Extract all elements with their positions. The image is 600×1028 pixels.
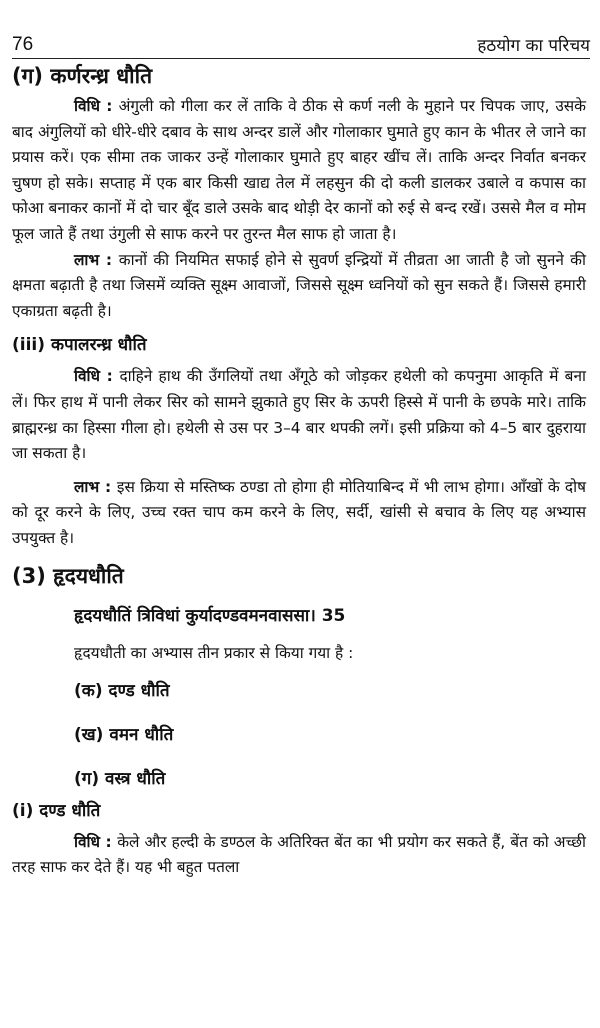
para-label: विधि : (74, 832, 118, 851)
para-label: विधि : (74, 367, 120, 386)
paragraph-vidhi-2 (12, 364, 586, 466)
page-body (12, 60, 586, 881)
section-heading-kapalarandhra: (iii) कपालरन्ध्र धौति (12, 335, 147, 356)
section-heading-karnarandhra: (ग) कर्णरन्ध्र धौति (12, 64, 153, 88)
list-item-vaman: (ख) वमन धौति (74, 724, 174, 745)
para-text: इस क्रिया से मस्तिष्क ठण्डा तो होगा ही मोतियाबिन्द में भी लाभ होगा। आँखों के दोष को दूर करने के लिए, उच्च रक्त चाप कम करने के लिए, सर्दी, खांसी से बचाव के लिए यह अभ्यास उपयुक्त है। (12, 477, 586, 547)
para-label: लाभ : (74, 250, 119, 269)
para-label: लाभ : (74, 477, 117, 496)
paragraph-vidhi-3 (12, 830, 586, 881)
sutra-verse: हृदयधौतिं त्रिविधां कुर्यादण्डवमनवाससा। 35 (74, 605, 346, 626)
para-label: विधि : (74, 97, 119, 115)
list-item-vastra: (ग) वस्त्र धौति (74, 768, 166, 789)
section-heading-danda: (i) दण्ड धौति (12, 800, 101, 821)
intro-line: हृदयधौती का अभ्यास तीन प्रकार से किया गया है : (74, 643, 354, 662)
paragraph-labh-2 (12, 475, 586, 552)
para-text: कानों की नियमित सफाई होने से सुवर्ण इन्द्रियों में तीव्रता आ जाती है जो सुनने की क्षमता बढ़ाती है तथा जिसमें व्यक्ति सूक्ष्म आवाजों, जिससे सूक्ष्म ध्वनियों को सुन सकते हैं। जिससे हमारी एकाग्रता बढ़ती है। (12, 250, 586, 320)
page-number: 76 (12, 34, 34, 55)
paragraph-labh-1 (12, 248, 586, 325)
para-text: अंगुली को गीला कर लें ताकि वे ठीक से कर्ण नली के मुहाने पर चिपक जाए, उसके बाद अंगुलियों को धीरे-धीरे दबाव के साथ अन्दर डालें और गोलाकार घुमाते हुए कान के भीतर ले जाने का प्रयास करें। एक सीमा तक जाकर उन्हें गोलाकार घुमाते हुए बाहर खींच लें। ताकि अन्दर निर्वात बनकर चुषण हो सके। सप्ताह में एक बार किसी खाद्य तेल में लहसुन की दो कली डालकर उबाले व कपास का फोआ बनाकर कानों में दो चार बूँद डाले उसके बाद थोड़ी देर कानों को रुई से बन्द रखें। उससे मैल व मोम फूल जाते हैं तथा उंगुली से साफ करने पर तुरन्त मैल साफ हो जाता है। (12, 97, 586, 243)
para-text: दाहिने हाथ की उँगलियों तथा अँगूठे को जोड़कर हथेली को कपनुमा आकृति में बना लें। फिर हाथ में पानी लेकर सिर को सामने झुकाते हुए सिर के ऊपरी हिस्से में पानी के छपके मारे। ताकि ब्राह्मरन्ध्र का हिस्सा गीला हो। हथेली से उस पर 3–4 बार थपकी लगें। इसी प्रक्रिया को 4–5 बार दुहराया जा सकता है। (12, 367, 586, 463)
para-text: केले और हल्दी के डण्ठल के अतिरिक्त बेंत का भी प्रयोग कर सकते हैं, बेंत को अच्छी तरह साफ कर देते हैं। यह भी बहुत पतला (12, 832, 586, 877)
page-header (12, 30, 590, 59)
list-item-danda: (क) दण्ड धौति (74, 680, 170, 701)
paragraph-vidhi-1 (12, 94, 586, 248)
spacer (12, 467, 586, 475)
running-title: हठयोग का परिचय (477, 36, 590, 56)
section-heading-hridayadhauti: (3) हृदयधौति (12, 563, 124, 588)
